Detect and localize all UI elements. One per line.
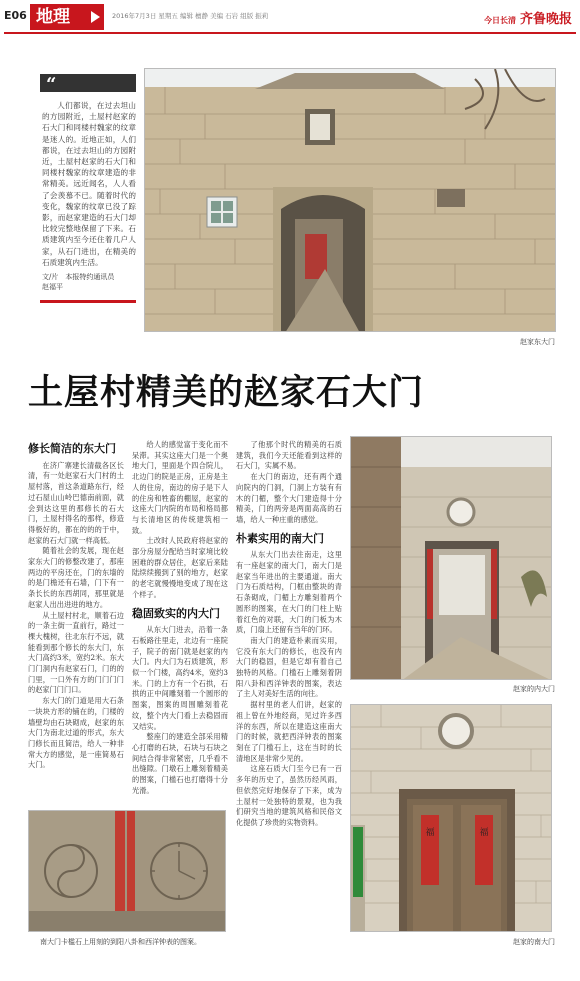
carving-caption: 南大门卡槛石上用刻的到阳八卦和西洋钟表的图案。 (40, 938, 201, 946)
page-number: E06 (4, 9, 27, 22)
south-gate-photo (350, 704, 552, 932)
heading-inner-gate: 稳固致实的内大门 (132, 606, 220, 620)
section-label (30, 4, 104, 30)
intro-quote-bar (40, 74, 136, 95)
svg-text:福: 福 (479, 828, 489, 838)
paper-masthead (484, 8, 572, 27)
col2-paragraph: 给人的感觉富于变化而不呆滞。其实这座大门是一个奥地大门，里面是个四合院儿，北边门的院是正房，正房是主人的住房，南边的房子是下人的住房和牲畜的棚屋，赵家的这座大门内院的布局和格局都与长清地区的传统建筑相一致。 (132, 440, 228, 535)
article-column-1 (28, 444, 124, 771)
col1-paragraph: 随着社会的发展，现在赵家东大门的修整改建了，那座两边的平房还在，门的东墙的的是门檐还有石墙，门下有一条长长的东西胡同，那里就是赵家人出出进进的地方。 (28, 546, 124, 609)
intro-paragraph: 人们都说，在过去坦山的方园附近，土屋村赵家的石大门和同楼村魏家的纹章是迷人的。近地正如，人们都说，在过去坦山的方园附近，土屋村赵家的石大门和同楼村魏家的纹章建造的非常精美。远近闻名，人人看了会羡慕不已。随着时代的变化，魏家的纹章已没了踪影，而赵家建造的石大门却比较完整地保留了下来。石质建筑内至今还住着几户人家，从石门进出，在精美的石质建筑内生活。 (42, 101, 136, 267)
east-gate-photo (144, 68, 556, 332)
intro-text (42, 100, 136, 268)
byline (42, 272, 136, 292)
east-gate-illustration (145, 69, 556, 332)
col1-paragraph: 东大门的门道是用大石条一块块方形的铺在的，门楼的墙壁均由石块砌成，赵家的东大门为南北过道的形式，东大门修长而且简洁，给人一种非常大方的感觉，是一座简易石大门。 (28, 696, 124, 770)
col3-paragraph: 从东大门出去往南走，这里有一座赵家的南大门，南大门是赵家当年进出的主要通道。南大门为石质结构，门框由整块的青石条砌成，门楣上方雕刻着两个圆形的图案，在大门的门柱上贴着红色的对联，大门的门板为木质，门扇上还留有当年的门环。 (236, 550, 342, 635)
col1-paragraph: 从土屋村村北，顺着石边的一条主街一直前行，路过一棵大槐树，往北东行不远，就能看到那个修长的东大门，东大门高约3米，宽约2米。东大门门洞内有赵家石门，门的的门里，一口外有方的门门门门的赵家门门门口。 (28, 610, 124, 695)
article-column-2 (132, 440, 228, 797)
article-column-3 (236, 440, 342, 829)
headline: 土屋村精美的赵家石大门 (28, 372, 425, 413)
south-gate-illustration (351, 705, 552, 932)
col3-paragraph: 南大门的建造朴素而实用，它没有东大门的修长，也没有内大门的稳固，但是它却有着自己独特的风格。门槛石上雕刻着阴阳八卦和西洋钟表的图案，表达了主人对美好生活的向往。 (236, 635, 342, 699)
col3-paragraph: 了他那个时代的精美的石质建筑，我们今天还能看到这样的石大门，实属不易。 (236, 440, 342, 471)
paper-tagline: 今日长清 (483, 16, 516, 25)
inner-gate-caption: 赵家的内大门 (513, 685, 555, 693)
col2-paragraph: 土改时人民政府将赵家的部分房屋分配给当时家境比较困难的群众居住，赵家后来陆陆续续搬到了别的地方，赵家的老宅就慢慢地变成了现在这个样子。 (132, 536, 228, 599)
page-header (0, 0, 580, 36)
col3-paragraph: 这座石质大门至今已有一百多年的历史了，虽然历经风雨，但依然完好地保存了下来，成为土屋村一处独特的景观，也为我们研究当地的建筑风格和民俗文化提供了珍贵的实物资料。 (236, 764, 342, 827)
inner-gate-illustration (351, 437, 552, 680)
header-rule (4, 32, 576, 34)
east-gate-caption: 赵家东大门 (520, 338, 555, 346)
heading-east-gate: 修长简洁的东大门 (28, 442, 116, 455)
col3-paragraph: 在大门的南边，还有两个通向院内的门洞，门洞上方装有有木的门楣，整个大门建造得十分精美，门的两旁是两面高高的石墙，给人一种庄重的感觉。 (236, 472, 342, 524)
carving-photo (28, 810, 226, 932)
byline-credit: 文/片 本报特约通讯员 (42, 273, 115, 281)
south-gate-caption: 赵家的南大门 (513, 938, 555, 946)
heading-south-gate: 朴素实用的南大门 (236, 531, 324, 545)
byline-author: 赵福平 (42, 283, 63, 291)
quote-mark-icon: “ (46, 74, 57, 95)
inner-gate-photo (350, 436, 552, 680)
col2-paragraph: 整座门的建造全部采用精心打磨的石块，石块与石块之间结合得非常紧密，几乎看不出缝隙。门墩石上雕刻着精美的图案，门槛石也打磨得十分光滑。 (132, 732, 228, 795)
col2-paragraph: 从东大门进去，沿着一条石板路往里走，北边有一座院子，院子的南门就是赵家的内大门。内大门为石质建筑，形似一个门楼，高约4米，宽约3米。门的上方有一个石拱，石拱的正中间雕刻着一个圆形的图案，图案的周围雕刻着花纹，整个内大门看上去稳固而又结实。 (132, 625, 228, 731)
col3-paragraph: 据村里的老人们讲，赵家的祖上曾在外地经商，见过许多西洋的东西，所以在建造这座南大门的时候，就把西洋钟表的图案刻在了门槛石上，这在当时的长清地区是非常少见的。 (236, 700, 342, 763)
carving-illustration (29, 811, 226, 932)
section-title: 地理 (36, 7, 70, 27)
paper-name: 齐鲁晚报 (519, 12, 572, 27)
page-meta: 2016年7月3日 星期五 编辑 檀静 美编 石岩 组版 振莉 (112, 12, 269, 20)
intro-underline (40, 300, 136, 303)
svg-text:福: 福 (425, 828, 435, 838)
col1-paragraph: 在济广寨建长清截各区长清，有一处赵家石大门村的土屋村落，首这条道路东行，经过石屋山山岭巴德南前面，就会到达这里的那修长的石大门，土屋村得名的那样，修造得极好的，都在的的的于中，赵家的石大门就一样高低。 (28, 460, 124, 545)
section-arrow-icon (91, 11, 100, 23)
